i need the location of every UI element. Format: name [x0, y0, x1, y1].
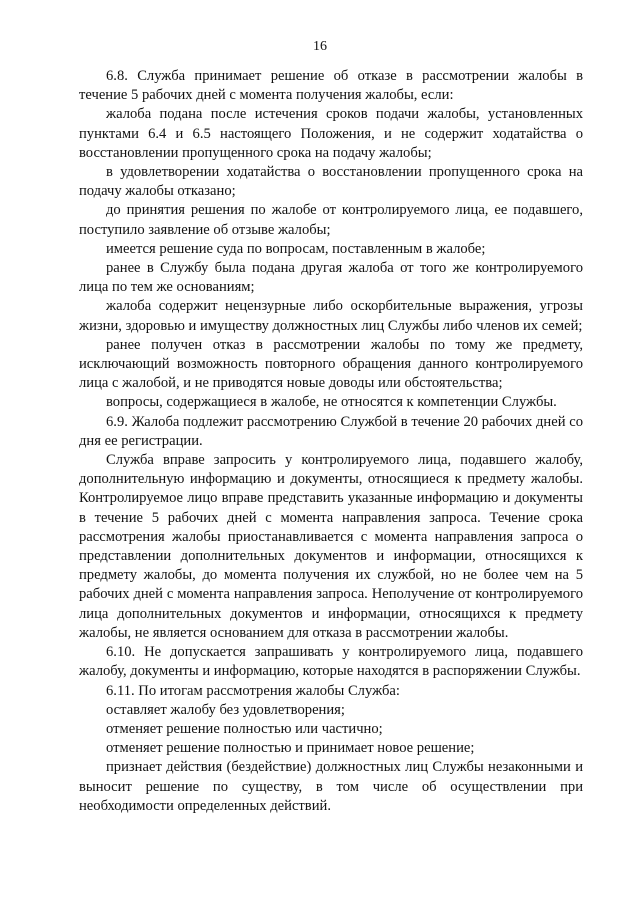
- paragraph-6-8-item-4: имеется решение суда по вопросам, поставленным в жалобе;: [106, 240, 486, 257]
- paragraph-6-11-item-1: оставляет жалобу без удовлетворения;: [106, 701, 345, 718]
- paragraph-6-8: 6.8. Служба принимает решение об отказе в рассмотрении жалобы в течение 5 рабочих дней с момента получения жалобы, если:: [79, 68, 583, 104]
- paragraph-6-11-item-3: отменяет решение полностью и принимает новое решение;: [106, 740, 475, 757]
- paragraph-6-10: 6.10. Не допускается запрашивать у контролируемого лица, подавшего жалобу, документы и информацию, которые находятся в распоряжении Службы.: [79, 644, 583, 680]
- paragraph-6-9: 6.9. Жалоба подлежит рассмотрению Службой в течение 20 рабочих дней со дня ее регистрации.: [79, 413, 583, 449]
- paragraph-6-8-item-8: вопросы, содержащиеся в жалобе, не относятся к компетенции Службы.: [106, 394, 557, 411]
- page-number: 16: [313, 39, 327, 54]
- paragraph-6-11-item-4: признает действия (бездействие) должностных лиц Службы незаконными и выносит решение по существу, в том числе об осуществлении при необходимости определенных действий.: [79, 759, 583, 814]
- document-body: [79, 67, 583, 816]
- paragraph-6-8-item-5: ранее в Службу была подана другая жалоба от того же контролируемого лица по тем же основаниям;: [79, 260, 583, 296]
- paragraph-6-8-item-1: жалоба подана после истечения сроков подачи жалобы, установленных пунктами 6.4 и 6.5 настоящего Положения, и не содержит ходатайства о восстановлении пропущенного срока на подачу жалобы;: [79, 106, 583, 161]
- paragraph-6-8-item-2: в удовлетворении ходатайства о восстановлении пропущенного срока на подачу жалобы отказано;: [79, 164, 583, 200]
- paragraph-6-11-item-2: отменяет решение полностью или частично;: [106, 720, 383, 737]
- paragraph-6-11: 6.11. По итогам рассмотрения жалобы Служба:: [106, 682, 400, 699]
- paragraph-6-8-item-3: до принятия решения по жалобе от контролируемого лица, ее подавшего, поступило заявление об отзыве жалобы;: [79, 202, 583, 238]
- paragraph-6-8-item-7: ранее получен отказ в рассмотрении жалобы по тому же предмету, исключающий возможность повторного обращения данного контролируемого лица с жалобой, и не приводятся новые доводы или обстоятельства;: [79, 336, 583, 392]
- paragraph-6-8-item-6: жалоба содержит нецензурные либо оскорбительные выражения, угрозы жизни, здоровью и имуществу должностных лиц Службы либо членов их семей;: [79, 298, 583, 334]
- paragraph-6-9-detail: Служба вправе запросить у контролируемого лица, подавшего жалобу, дополнительную информацию и документы, относящиеся к предмету жалобы. Контролируемое лицо вправе представить указанные информацию и документы в течение 5 рабочих дней с момента направления запроса. Течение срока рассмотрения жалобы приостанавливается с момента направления запроса о представлении дополнительных документов и информации, относящихся к предмету жалобы, до момента получения их службой, но не более чем на 5 рабочих дней с момента направления запроса. Неполучение от контролируемого лица дополнительных документов и информации, относящихся к предмету жалобы, не является основанием для отказа в рассмотрении жалобы.: [79, 452, 583, 641]
